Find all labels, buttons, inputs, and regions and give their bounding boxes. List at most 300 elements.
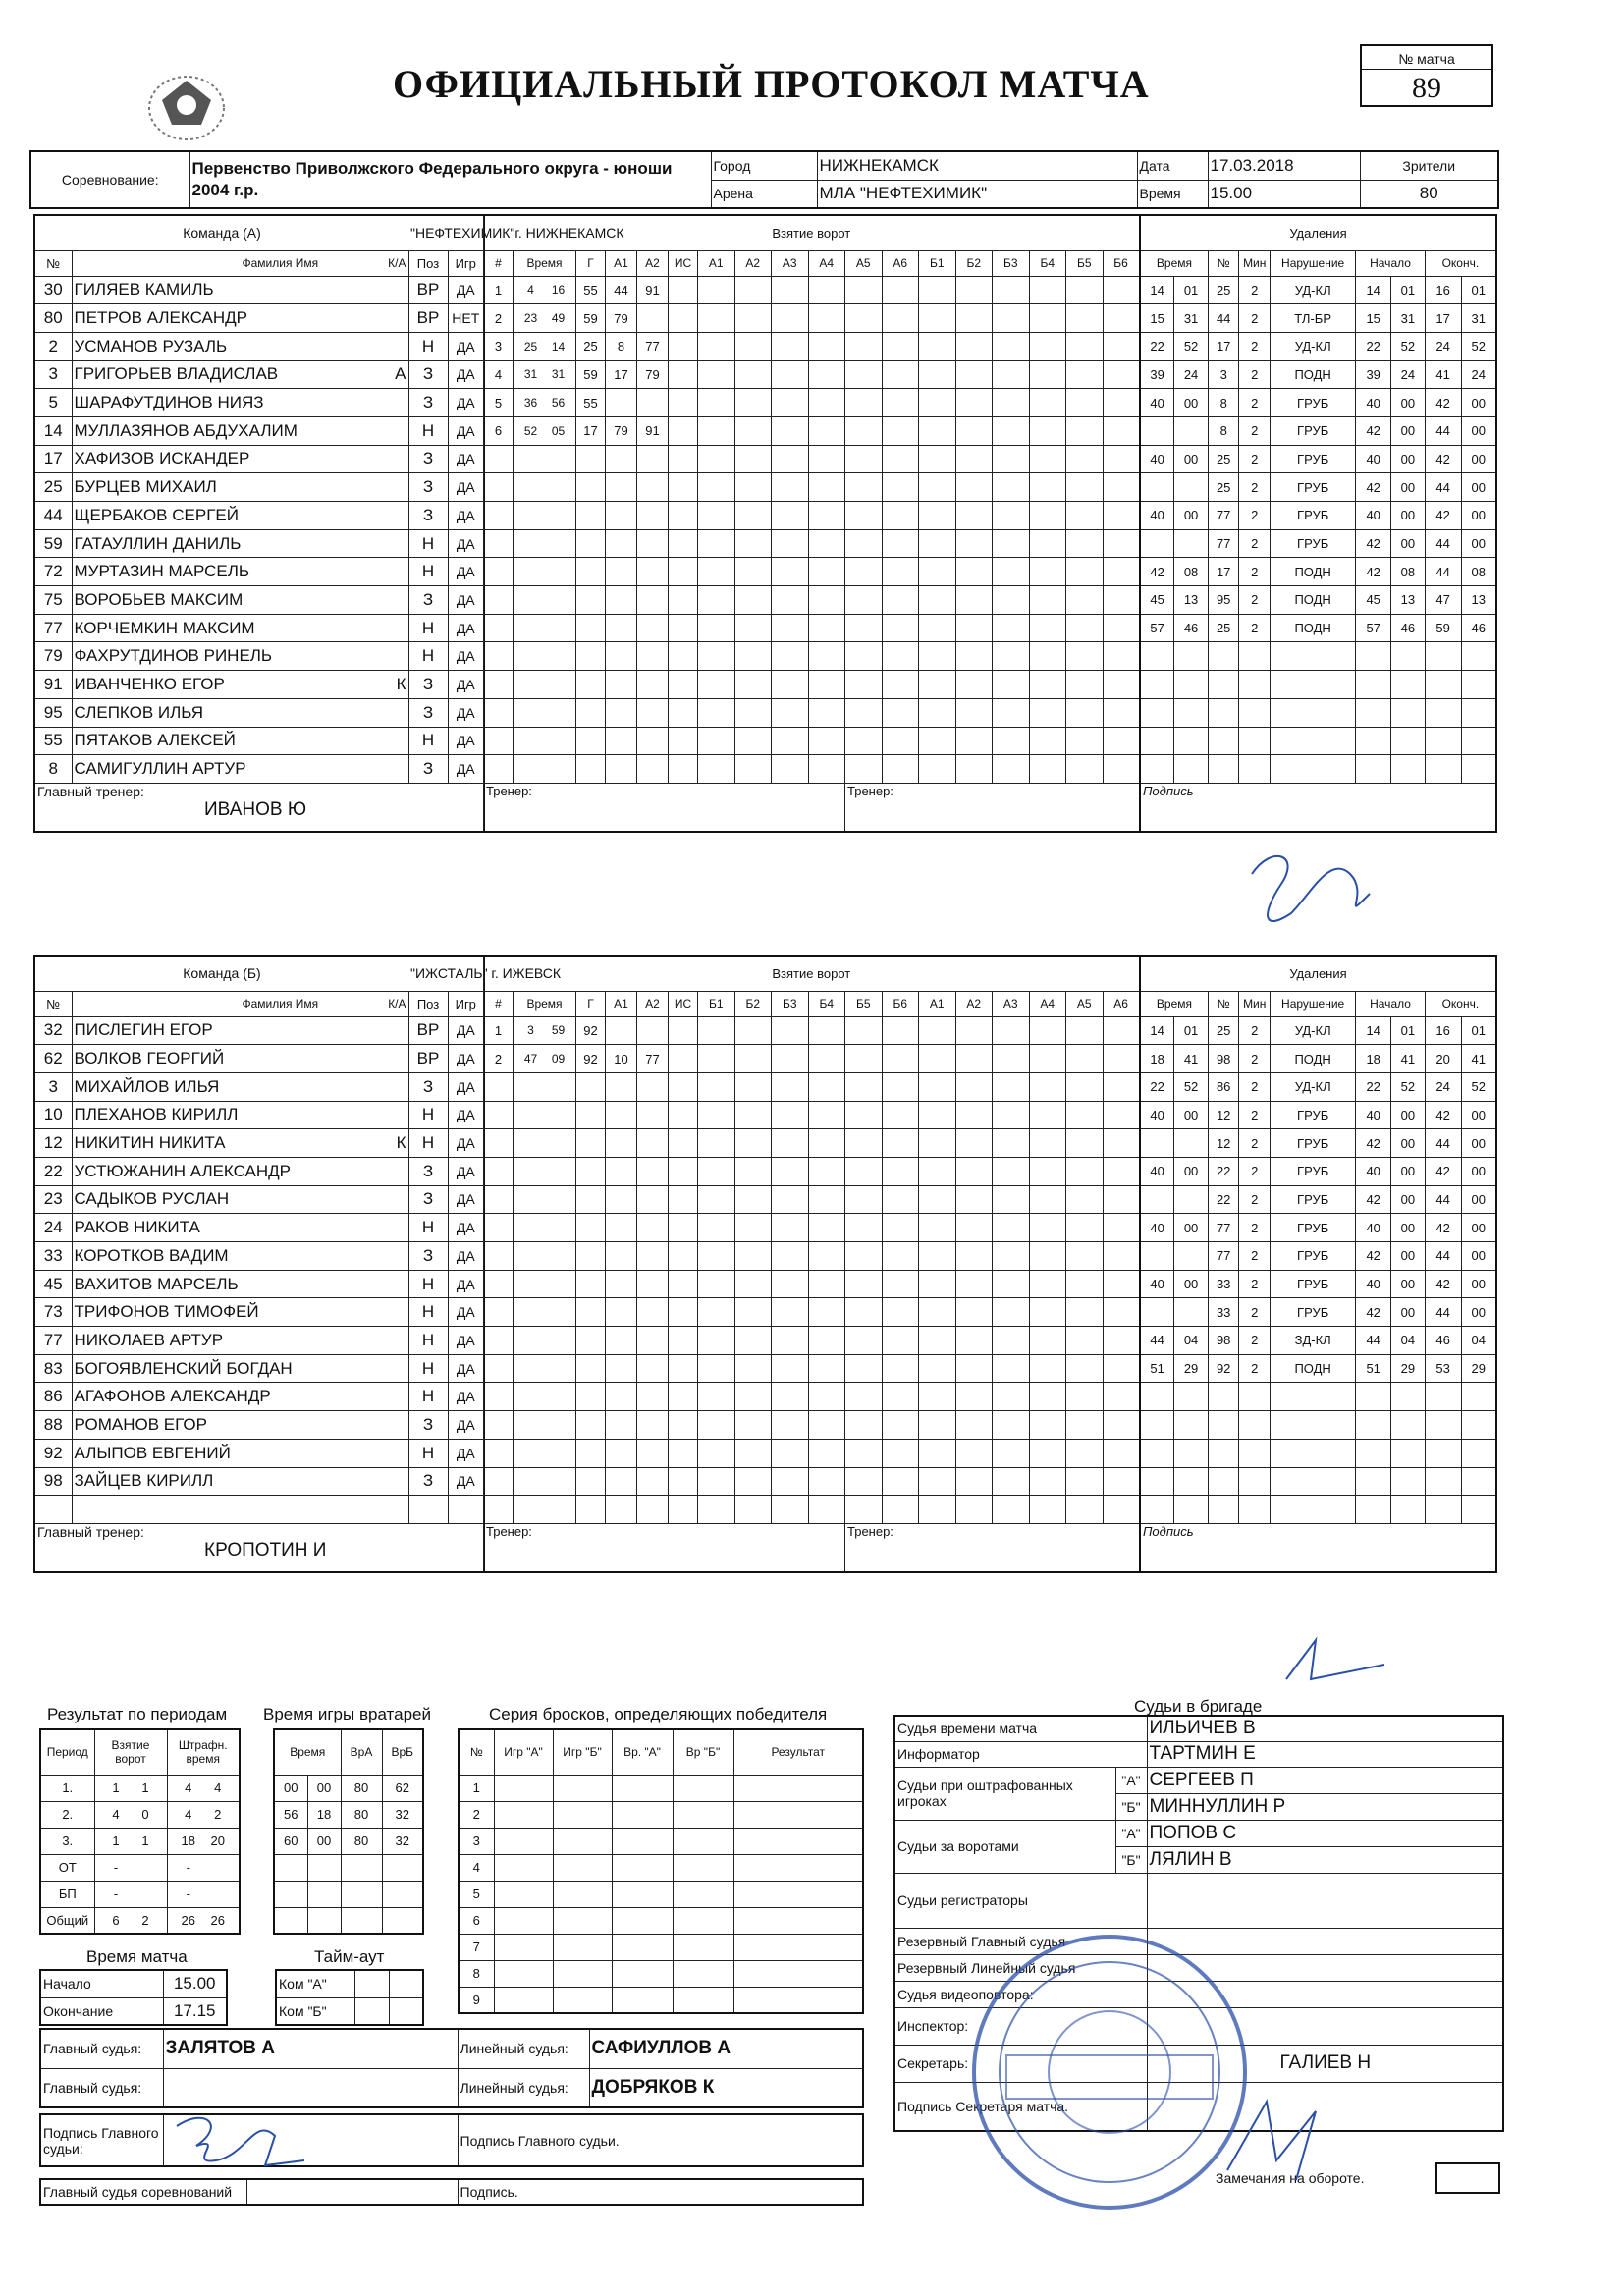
sign-main-label-2: Подпись Главного судьи. xyxy=(458,2114,863,2166)
player-number: 3 xyxy=(34,360,72,389)
player-position: Н xyxy=(408,416,448,445)
player-position: З xyxy=(408,698,448,727)
goal-time xyxy=(514,1016,576,1045)
pen-minutes: 2 xyxy=(1239,389,1271,417)
goal-col-line: Б3 xyxy=(993,250,1030,276)
informer-label: Информатор xyxy=(894,1741,1147,1767)
col-name xyxy=(72,250,408,276)
player-position: З xyxy=(408,755,448,784)
pen-start-sec: 00 xyxy=(1391,1157,1426,1185)
player-number: 25 xyxy=(34,473,72,502)
period-pim-b: 20 xyxy=(210,1833,225,1848)
time-label: Время xyxy=(1137,180,1208,208)
player-position: ВР xyxy=(408,1016,448,1045)
player-number: 22 xyxy=(34,1157,72,1185)
logo xyxy=(133,61,241,149)
goal-no: 1 xyxy=(484,1016,514,1045)
table-row xyxy=(1140,1354,1496,1383)
so-row-num: 3 xyxy=(459,1828,494,1854)
table-row xyxy=(484,332,1140,360)
pen-min: 40 xyxy=(1140,1101,1174,1129)
player-plays: ДА xyxy=(448,1129,484,1158)
pen-player: 92 xyxy=(1208,1354,1239,1383)
player-name-text: КОРОТКОВ ВАДИМ xyxy=(74,1245,229,1265)
period-pim-a: 4 xyxy=(185,1807,192,1822)
goal-col-g: Г xyxy=(576,991,606,1016)
pen-infraction: ПОДН xyxy=(1271,586,1356,615)
pen-player: 12 xyxy=(1208,1101,1239,1129)
table-row xyxy=(484,755,1140,784)
pen-infraction: ПОДН xyxy=(1271,360,1356,389)
player-position: З xyxy=(408,1411,448,1440)
pen-end-sec: 01 xyxy=(1461,1016,1496,1045)
gk-time-title: Время игры вратарей xyxy=(263,1705,431,1723)
pen-minutes: 2 xyxy=(1239,332,1271,360)
shootout-title: Серия бросков, определяющих победителя xyxy=(489,1705,828,1723)
goal-col-g: Г xyxy=(576,250,606,276)
team_b-penalties xyxy=(1139,955,1497,1573)
table-row xyxy=(34,1072,484,1101)
head-coach-cell xyxy=(34,783,484,832)
pen-end-sec: 00 xyxy=(1461,1298,1496,1327)
pen-min xyxy=(1140,1242,1174,1271)
pen-start-sec: 08 xyxy=(1391,558,1426,586)
team_b-name: "ИЖСТАЛЬ" г. ИЖЕВСК xyxy=(408,956,484,991)
goal-min: 52 xyxy=(523,423,538,438)
pen-end-min: 47 xyxy=(1425,586,1461,615)
signature-mark xyxy=(1276,1630,1394,1689)
pen-sec: 13 xyxy=(1174,586,1209,615)
period-pim xyxy=(167,1907,240,1934)
player-number: 86 xyxy=(34,1383,72,1411)
table-row xyxy=(484,698,1140,727)
pen-minutes: 2 xyxy=(1239,416,1271,445)
goal-col-is: ИС xyxy=(669,250,698,276)
pen-minutes: 2 xyxy=(1239,558,1271,586)
pen-start-sec: 13 xyxy=(1391,586,1426,615)
player-number: 3 xyxy=(34,1072,72,1101)
pen-infraction: УД-КЛ xyxy=(1271,276,1356,304)
pen-sec xyxy=(1174,473,1209,502)
res-main-label: Резервный Главный судья xyxy=(894,1928,1147,1954)
head-coach-label: Главный тренер: xyxy=(37,1523,144,1540)
table-row xyxy=(459,1881,863,1907)
player-name xyxy=(72,1354,408,1383)
penalty-box-label: Судьи при оштрафованных игроках xyxy=(894,1767,1115,1820)
city-label: Город xyxy=(711,151,817,180)
arena-label: Арена xyxy=(711,180,817,208)
player-name-text: ТРИФОНОВ ТИМОФЕЙ xyxy=(74,1302,259,1322)
pen-minutes: 2 xyxy=(1239,1327,1271,1355)
pim-col: Штрафн. время xyxy=(167,1729,240,1775)
pen-minutes: 2 xyxy=(1239,1242,1271,1271)
player-number: 24 xyxy=(34,1214,72,1242)
player-name xyxy=(72,1270,408,1298)
pen-end-min: 44 xyxy=(1425,473,1461,502)
table-row xyxy=(34,1242,484,1271)
player-name-text: ПЯТАКОВ АЛЕКСЕЙ xyxy=(74,731,236,750)
table-row xyxy=(484,1072,1140,1101)
goal-col-line: А6 xyxy=(1103,991,1140,1016)
goal-col-line: Б2 xyxy=(734,991,772,1016)
info-table xyxy=(29,150,1499,209)
player-position: Н xyxy=(408,529,448,558)
pen-infraction: ГРУБ xyxy=(1271,1298,1356,1327)
player-number: 62 xyxy=(34,1045,72,1073)
pen-end-sec: 52 xyxy=(1461,1072,1496,1101)
pen-end-min: 42 xyxy=(1425,1101,1461,1129)
goal-sec: 56 xyxy=(551,396,566,410)
pen-player: 77 xyxy=(1208,502,1239,530)
table-row xyxy=(40,1907,240,1934)
team_b-label: Команда (Б) xyxy=(34,956,408,991)
player-number: 75 xyxy=(34,586,72,615)
pen-minutes: 2 xyxy=(1239,1129,1271,1158)
player-position: Н xyxy=(408,1270,448,1298)
player-name-text: ЩЕРБАКОВ СЕРГЕЙ xyxy=(74,505,239,524)
pen-minutes: 2 xyxy=(1239,1185,1271,1214)
period-goals-a: 1 xyxy=(112,1780,120,1795)
col-name-label: Фамилия Имя xyxy=(242,997,319,1011)
pen-min: 22 xyxy=(1140,1072,1174,1101)
start-label: Начало xyxy=(40,1970,163,1997)
table-row xyxy=(484,1496,1140,1524)
player-plays: ДА xyxy=(448,1016,484,1045)
pen-start-min: 14 xyxy=(1356,1016,1391,1045)
pen-end-sec: 00 xyxy=(1461,529,1496,558)
date-label: Дата xyxy=(1137,151,1208,180)
match-time-title: Время матча xyxy=(86,1947,188,1966)
pen-end-sec: 00 xyxy=(1461,416,1496,445)
main-ref-label: Главный судья: xyxy=(40,2029,163,2068)
player-position: Н xyxy=(408,1354,448,1383)
goal-b: ЛЯЛИН В xyxy=(1147,1846,1503,1873)
player-position: Н xyxy=(408,1327,448,1355)
player-name-text: ВОРОБЬЕВ МАКСИМ xyxy=(74,589,244,609)
goal-sec: 31 xyxy=(551,367,566,382)
player-name-text: ГАТАУЛЛИН ДАНИЛЬ xyxy=(74,533,242,553)
table-row xyxy=(484,445,1140,473)
spectators-label: Зрители xyxy=(1360,151,1498,180)
pen-end-min: 42 xyxy=(1425,389,1461,417)
so-row-num: 1 xyxy=(459,1775,494,1801)
pen-min: 42 xyxy=(1140,558,1174,586)
goal-no: 5 xyxy=(484,389,514,417)
pen-infraction: ГРУБ xyxy=(1271,1242,1356,1271)
signature-label: Подпись xyxy=(1140,783,1496,832)
table-row xyxy=(1140,727,1496,755)
pen-infraction: УД-КЛ xyxy=(1271,1072,1356,1101)
player-number: 98 xyxy=(34,1467,72,1496)
player-number: 44 xyxy=(34,502,72,530)
goal-col-line: Б1 xyxy=(919,250,956,276)
goal-no: 1 xyxy=(484,276,514,304)
table-row xyxy=(459,1801,863,1828)
table-row xyxy=(484,1045,1140,1073)
main-referees-table xyxy=(39,2028,864,2108)
player-name-text: АГАФОНОВ АЛЕКСАНДР xyxy=(74,1387,271,1406)
player-name-text: САМИГУЛЛИН АРТУР xyxy=(74,759,246,779)
pen-start-sec: 01 xyxy=(1391,276,1426,304)
goal-scorer: 55 xyxy=(576,389,606,417)
period-goals xyxy=(94,1854,167,1881)
pen-end-min: 44 xyxy=(1425,1185,1461,1214)
pen-start-sec: 00 xyxy=(1391,529,1426,558)
goal-sec: 05 xyxy=(551,423,566,438)
periods-table xyxy=(39,1728,241,1935)
goal-scorer: 92 xyxy=(576,1045,606,1073)
pen-end-min: 42 xyxy=(1425,1270,1461,1298)
table-row xyxy=(484,1411,1140,1440)
pen-infraction: ГРУБ xyxy=(1271,473,1356,502)
col-num: № xyxy=(34,991,72,1016)
goal-scorer: 55 xyxy=(576,276,606,304)
table-row xyxy=(484,1242,1140,1271)
player-plays: ДА xyxy=(448,276,484,304)
pen-end-sec: 13 xyxy=(1461,586,1496,615)
table-row xyxy=(34,502,484,530)
table-row xyxy=(34,529,484,558)
pen-infraction: ПОДН xyxy=(1271,614,1356,642)
pen-end-min: 53 xyxy=(1425,1354,1461,1383)
player-name-text: ХАФИЗОВ ИСКАНДЕР xyxy=(74,449,250,468)
player-name-text: ВАХИТОВ МАРСЕЛЬ xyxy=(74,1274,239,1293)
table-row xyxy=(34,1214,484,1242)
pen-player: 44 xyxy=(1208,304,1239,333)
pen-end-sec: 31 xyxy=(1461,304,1496,333)
player-plays: ДА xyxy=(448,755,484,784)
team_a-goals-title: Взятие ворот xyxy=(484,215,1140,250)
table-row xyxy=(459,1960,863,1987)
pen-start-min: 18 xyxy=(1356,1045,1391,1073)
player-plays: ДА xyxy=(448,416,484,445)
table-row xyxy=(40,1828,240,1854)
pen-end-min: 44 xyxy=(1425,1242,1461,1271)
pen-end-sec: 00 xyxy=(1461,1242,1496,1271)
sign-secretary-label: Подпись Секретаря матча. xyxy=(894,2082,1147,2131)
penalty-a-tag: "А" xyxy=(1115,1767,1147,1793)
team_b-goals-title: Взятие ворот xyxy=(484,956,1140,991)
goal-no: 3 xyxy=(484,332,514,360)
pen-end-sec: 41 xyxy=(1461,1045,1496,1073)
goal-assist-2: 77 xyxy=(637,332,669,360)
goal-col-line: А2 xyxy=(734,250,772,276)
player-name-text: СЛЕПКОВ ИЛЬЯ xyxy=(74,702,203,722)
goal-min: 36 xyxy=(523,396,538,410)
goal-col-line: Б5 xyxy=(1066,250,1104,276)
period-pim-a: 26 xyxy=(181,1912,195,1928)
pen-minutes: 2 xyxy=(1239,1157,1271,1185)
table-row xyxy=(34,727,484,755)
pen-player: 25 xyxy=(1208,1016,1239,1045)
player-position: З xyxy=(408,1072,448,1101)
goal-no: 4 xyxy=(484,360,514,389)
pen-sec: 01 xyxy=(1174,276,1209,304)
pen-start-sec: 29 xyxy=(1391,1354,1426,1383)
pen-infraction: ГРУБ xyxy=(1271,1214,1356,1242)
pen-end-sec: 00 xyxy=(1461,1157,1496,1185)
pen-sec: 00 xyxy=(1174,389,1209,417)
player-name-text: РОМАНОВ ЕГОР xyxy=(74,1414,207,1434)
pen-sec: 31 xyxy=(1174,304,1209,333)
goal-col-line: Б5 xyxy=(845,991,883,1016)
table-row xyxy=(34,445,484,473)
table-row xyxy=(484,1270,1140,1298)
player-number: 10 xyxy=(34,1101,72,1129)
player-plays: ДА xyxy=(448,360,484,389)
line-ref-label-1: Линейный судья: xyxy=(458,2029,589,2068)
gk-col-b: ВрБ xyxy=(382,1729,423,1775)
table-row xyxy=(484,276,1140,304)
pen-minutes: 2 xyxy=(1239,445,1271,473)
table-row xyxy=(1140,1185,1496,1214)
goal-col-is: ИС xyxy=(669,991,698,1016)
pen-player: 33 xyxy=(1208,1270,1239,1298)
gk-time-cell: 18 xyxy=(307,1801,341,1828)
goal-b-tag: "Б" xyxy=(1115,1846,1147,1873)
player-name-text: ШАРАФУТДИНОВ НИЯЗ xyxy=(74,393,264,412)
pen-minutes: 2 xyxy=(1239,1270,1271,1298)
player-position: Н xyxy=(408,1298,448,1327)
pen-sec: 00 xyxy=(1174,502,1209,530)
goal-col-line: Б6 xyxy=(1103,250,1140,276)
timeout-title: Тайм-аут xyxy=(314,1947,385,1966)
pen-player: 25 xyxy=(1208,276,1239,304)
table-row xyxy=(484,1157,1140,1185)
col-play: Игр xyxy=(448,991,484,1016)
so-row-num: 6 xyxy=(459,1907,494,1934)
player-position: Н xyxy=(408,332,448,360)
col-pos: Поз xyxy=(408,991,448,1016)
goal-assist-1: 44 xyxy=(606,276,637,304)
table-row xyxy=(484,1101,1140,1129)
player-name-text: МУЛЛАЗЯНОВ АБДУХАЛИМ xyxy=(74,420,298,440)
arena: МЛА "НЕФТЕХИМИК" xyxy=(817,180,1137,208)
sign-main-label: Подпись Главного судьи: xyxy=(40,2114,163,2166)
pen-end-min: 20 xyxy=(1425,1045,1461,1073)
player-name-text: КОРЧЕМКИН МАКСИМ xyxy=(74,618,255,637)
pen-col-end: Оконч. xyxy=(1425,250,1496,276)
pen-minutes: 2 xyxy=(1239,1354,1271,1383)
player-position: Н xyxy=(408,1214,448,1242)
pen-min: 18 xyxy=(1140,1045,1174,1073)
goal-time xyxy=(514,276,576,304)
pen-minutes: 2 xyxy=(1239,586,1271,615)
res-line-label: Резервный Линейный судья xyxy=(894,1954,1147,1981)
player-number: 72 xyxy=(34,558,72,586)
table-row xyxy=(484,389,1140,417)
pen-end-sec: 00 xyxy=(1461,1185,1496,1214)
head-coach-cell xyxy=(34,1523,484,1572)
pen-player: 17 xyxy=(1208,332,1239,360)
pen-infraction: ГРУБ xyxy=(1271,1101,1356,1129)
comp-ref-label: Главный судья соревнований xyxy=(40,2179,246,2205)
match-no: 89 xyxy=(1360,70,1493,107)
pen-player: 8 xyxy=(1208,416,1239,445)
table-row xyxy=(274,1907,423,1934)
period-goals-b: 2 xyxy=(141,1912,149,1928)
table-row xyxy=(34,1467,484,1496)
table-row xyxy=(1140,671,1496,699)
goal-judges-label: Судьи за воротами xyxy=(894,1820,1115,1873)
table-row xyxy=(34,1045,484,1073)
table-row xyxy=(1140,586,1496,615)
pen-min xyxy=(1140,529,1174,558)
pen-sec: 00 xyxy=(1174,1214,1209,1242)
pen-start-min: 15 xyxy=(1356,304,1391,333)
player-name xyxy=(72,1467,408,1496)
table-row xyxy=(484,586,1140,615)
goal-col-line: А5 xyxy=(1066,991,1104,1016)
goal-scorer: 92 xyxy=(576,1016,606,1045)
goal-col-a2: А2 xyxy=(637,991,669,1016)
goal-time xyxy=(514,389,576,417)
player-position: З xyxy=(408,586,448,615)
player-name-text: ФАХРУТДИНОВ РИНЕЛЬ xyxy=(74,646,273,666)
goal-no: 2 xyxy=(484,304,514,333)
player-plays: ДА xyxy=(448,1072,484,1101)
pen-start-sec: 00 xyxy=(1391,502,1426,530)
player-name xyxy=(72,698,408,727)
player-position: Н xyxy=(408,727,448,755)
table-row xyxy=(34,416,484,445)
pen-end-min: 24 xyxy=(1425,332,1461,360)
period-pim-b: 26 xyxy=(210,1912,225,1928)
pen-infraction: ГРУБ xyxy=(1271,1185,1356,1214)
player-number: 32 xyxy=(34,1016,72,1045)
goal-col-a1: А1 xyxy=(606,991,637,1016)
gk-time-cell: 62 xyxy=(382,1775,423,1801)
player-number: 5 xyxy=(34,389,72,417)
gk-time-cell: 00 xyxy=(307,1775,341,1801)
period-name: БП xyxy=(40,1881,94,1907)
player-name-text: САДЫКОВ РУСЛАН xyxy=(74,1189,230,1209)
pen-player: 25 xyxy=(1208,614,1239,642)
player-name xyxy=(72,671,408,699)
player-number: 17 xyxy=(34,445,72,473)
pen-start-min: 42 xyxy=(1356,1185,1391,1214)
player-number: 91 xyxy=(34,671,72,699)
timekeeper: ИЛЬИЧЕВ В xyxy=(1147,1716,1503,1741)
goal-col-time: Время xyxy=(514,250,576,276)
pen-minutes: 2 xyxy=(1239,614,1271,642)
player-plays: ДА xyxy=(448,698,484,727)
gk-col-a: ВрА xyxy=(341,1729,382,1775)
pen-player: 3 xyxy=(1208,360,1239,389)
period-goals xyxy=(94,1828,167,1854)
pen-start-min: 44 xyxy=(1356,1327,1391,1355)
player-position: З xyxy=(408,671,448,699)
table-row xyxy=(484,1298,1140,1327)
goal-assist-2 xyxy=(637,1016,669,1045)
pen-sec xyxy=(1174,529,1209,558)
player-name-text: ГРИГОРЬЕВ ВЛАДИСЛАВ xyxy=(74,364,279,384)
pen-end-sec: 00 xyxy=(1461,1214,1496,1242)
table-row xyxy=(34,1327,484,1355)
player-plays: ДА xyxy=(448,1383,484,1411)
goal-col-hash: # xyxy=(484,250,514,276)
sign-label: Подпись. xyxy=(458,2179,863,2205)
period-goals-b: 1 xyxy=(141,1833,149,1848)
table-row xyxy=(34,1411,484,1440)
player-name xyxy=(72,1327,408,1355)
pen-sec: 00 xyxy=(1174,1270,1209,1298)
player-name xyxy=(72,416,408,445)
head-coach: ИВАНОВ Ю xyxy=(204,798,307,820)
period-name: 2. xyxy=(40,1801,94,1828)
pen-min: 40 xyxy=(1140,445,1174,473)
pen-start-min: 22 xyxy=(1356,1072,1391,1101)
